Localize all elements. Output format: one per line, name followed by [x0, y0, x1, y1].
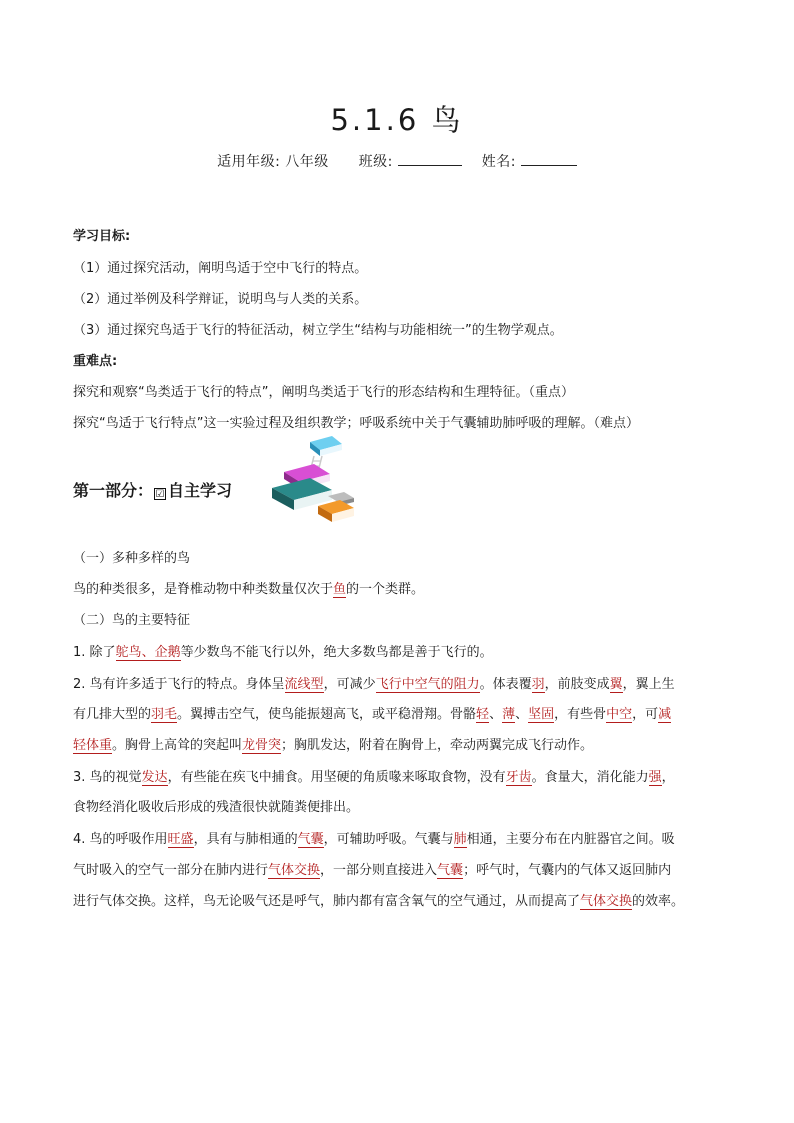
item-2-line-3: 轻体重。胸骨上高耸的突起叫龙骨突；胸肌发达，附着在胸骨上，牵动两翼完成飞行动作。: [73, 738, 594, 753]
grade-value: 八年级: [285, 154, 329, 170]
section-title-prefix: 第一部分：: [73, 481, 154, 500]
item-4-line-2: 气时吸入的空气一部分在肺内进行气体交换，一部分则直接进入气囊；呼气时，气囊内的气体又返回肺内: [73, 863, 672, 878]
item-2-line-1: 2. 鸟有许多适于飞行的特点。身体呈流线型，可减少飞行中空气的阻力。体表覆羽，前肢变成翼，翼上生: [73, 677, 675, 692]
answer-blank: 鱼: [333, 582, 347, 597]
section-title-suffix: 自主学习: [168, 481, 233, 500]
part1-heading: （一）多种多样的鸟: [73, 551, 191, 566]
key-point-1: 探究和观察“鸟类适于飞行的特点”，阐明鸟类适于飞行的形态结构和生理特征。（重点）: [73, 385, 574, 400]
part2-heading: （二）鸟的主要特征: [73, 613, 191, 628]
objective-item-1: （1）通过探究活动，阐明鸟适于空中飞行的特点。: [73, 261, 368, 276]
key-point-2: 探究“鸟适于飞行特点”这一实验过程及组织教学；呼吸系统中关于气囊辅助肺呼吸的理解。（难点）: [73, 416, 639, 431]
grade-label: 适用年级:: [217, 154, 281, 170]
name-label: 姓名:: [481, 154, 516, 170]
stacked-books-ladder-icon: [270, 432, 362, 527]
page-title: 5.1.6 鸟: [330, 103, 464, 137]
part1-paragraph: 鸟的种类很多，是脊椎动物中种类数量仅次于鱼的一个类群。: [73, 582, 425, 597]
item-2-line-2: 有几排大型的羽毛。翼搏击空气，使鸟能振翅高飞，或平稳滑翔。骨骼轻、薄、坚固，有些骨中空，可减: [73, 707, 672, 722]
item-3-line-2: 食物经消化吸收后形成的残渣很快就随粪便排出。: [73, 800, 360, 815]
objective-item-3: （3）通过探究鸟适于飞行的特征活动，树立学生“结构与功能相统一”的生物学观点。: [73, 323, 563, 338]
objectives-heading: 学习目标:: [73, 229, 131, 244]
item-4-line-3: 进行气体交换。这样，鸟无论吸气还是呼气，肺内都有富含氧气的空气通过，从而提高了气体交换的效率。: [73, 894, 685, 909]
item-3-line-1: 3. 鸟的视觉发达，有些能在疾飞中捕食。用坚硬的角质喙来啄取食物，没有牙齿。食量大，消化能力强，: [73, 770, 675, 785]
header-meta: [0, 151, 794, 171]
item-4-line-1: 4. 鸟的呼吸作用旺盛，具有与肺相通的气囊，可辅助呼吸。气囊与肺相通，主要分布在内脏器官之间。吸: [73, 832, 675, 847]
checkbox-icon: ☑: [155, 489, 165, 500]
answer-blank: 鸵鸟: [115, 645, 142, 660]
class-label: 班级:: [358, 154, 393, 170]
class-blank[interactable]: [398, 151, 462, 166]
name-blank[interactable]: [521, 151, 577, 166]
item-1: 1. 除了鸵鸟、企鹅等少数鸟不能飞行以外，绝大多数鸟都是善于飞行的。: [73, 645, 493, 660]
objective-item-2: （2）通过举例及科学辩证，说明鸟与人类的关系。: [73, 292, 368, 307]
section-title: [73, 482, 232, 500]
answer-blank: 企鹅: [154, 645, 181, 660]
key-points-heading: 重难点:: [73, 354, 118, 369]
